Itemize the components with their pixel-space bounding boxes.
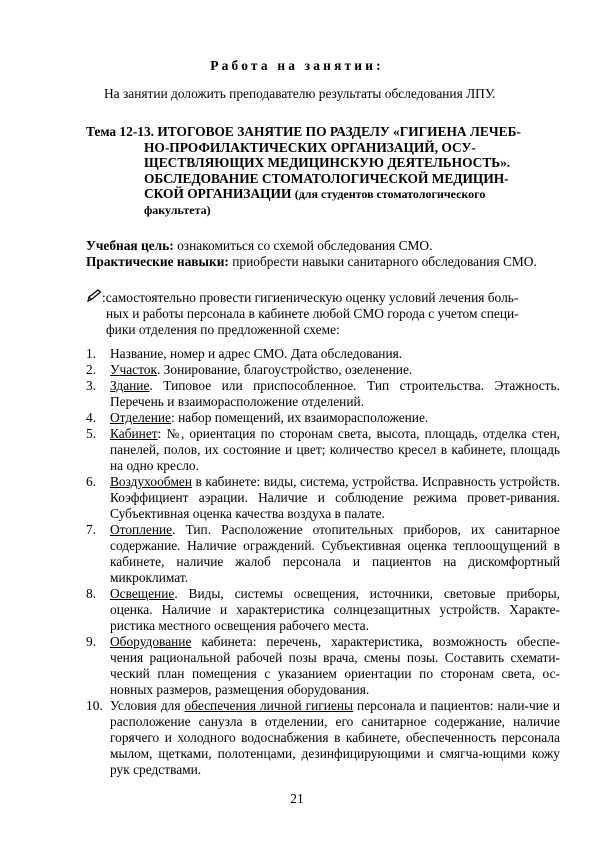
list-item: 6. Воздухообмен в кабинете: виды, система, устройства. Исправность устройств. Коэффициент аэрации. Наличие и соблюдение режима провет-ривания. Субъективная оценка качества воздуха в палате. — [86, 474, 560, 521]
item-number: 2. — [86, 362, 97, 377]
list-item: 3. Здание. Типовое или приспособленное. Тип строительства. Этажность. Перечень и взаиморасположение отделений. — [86, 378, 560, 409]
survey-scheme-list — [86, 346, 560, 778]
item-number: 6. — [86, 474, 97, 489]
list-item: 1. Название, номер и адрес СМО. Дата обследования. — [86, 346, 403, 361]
item-number: 7. — [86, 522, 97, 537]
practical-skills-label: Практические навыки: — [86, 254, 229, 269]
practical-skills-text: приобрести навыки санитарного обследования СМО. — [232, 254, 537, 269]
topic-line-2: НО-ПРОФИЛАКТИЧЕСКИХ ОРГАНИЗАЦИЙ, ОСУ- — [144, 139, 476, 155]
list-item: 8. Освещение. Виды, системы освещения, источники, световые приборы, оценка. Наличие и характеристика солнцезащитных устройств. Характе-ристика местного освещения рабочего места. — [86, 586, 560, 633]
learning-goal-label: Учебная цель: — [86, 238, 174, 253]
item-number: 1. — [86, 346, 97, 361]
section-heading: Работа на занятии: — [210, 58, 384, 73]
topic-line-1: Тема 12-13. ИТОГОВОЕ ЗАНЯТИЕ ПО РАЗДЕЛУ «ГИГИЕНА ЛЕЧЕБ- — [86, 124, 521, 139]
page-number: 21 — [290, 791, 304, 806]
item-number: 8. — [86, 586, 97, 601]
topic-line-5: СКОЙ ОРГАНИЗАЦИИ (для студентов стоматологического — [144, 186, 486, 202]
item-number: 9. — [86, 634, 97, 649]
task-line-3: фики отделения по предложенной схеме: — [106, 322, 340, 337]
pencil-icon — [86, 289, 102, 303]
list-item: 4. Отделение: набор помещений, их взаиморасположение. — [86, 410, 429, 425]
topic-line-3: ЩЕСТВЛЯЮЩИХ МЕДИЦИНСКУЮ ДЕЯТЕЛЬНОСТЬ». — [144, 155, 511, 171]
task-paragraph — [86, 289, 560, 338]
topic-heading — [86, 124, 560, 219]
learning-goal-text: ознакомиться со схемой обследования СМО. — [177, 238, 433, 253]
topic-line-4: ОБСЛЕДОВАНИЕ СТОМАТОЛОГИЧЕСКОЙ МЕДИЦИН- — [144, 170, 509, 186]
item-number: 3. — [86, 378, 97, 393]
practical-skills — [86, 254, 560, 270]
intro-paragraph: На занятии доложить преподавателю результаты обследования ЛПУ. — [104, 86, 496, 101]
item-number: 4. — [86, 410, 97, 425]
item-number: 5. — [86, 426, 97, 441]
topic-label: Тема 12-13. — [86, 124, 155, 139]
topic-line-6: факультета) — [144, 202, 211, 217]
item-number: 10. — [86, 698, 103, 713]
task-line-1: :самостоятельно провести гигиеническую оценку условий лечения боль- — [86, 290, 518, 305]
list-item: 2. Участок. Зонирование, благоустройство, озеленение. — [86, 362, 413, 377]
learning-goal — [86, 238, 560, 254]
task-line-2: ных и работы персонала в кабинете любой СМО города с учетом специ- — [106, 306, 519, 321]
list-item: 9. Оборудование кабинета: перечень, характеристика, возможность обеспе-чения рациональной рабочей позы врача, смены позы. Составить схемати-ческий план помещения с указанием ориентации по сторонам света, ос-новных размеров, размещения оборудования. — [86, 634, 560, 697]
list-item: 10. Условия для обеспечения личной гигиены персонала и пациентов: нали-чие и расположение санузла в отделении, его санитарное содержание, наличие горячего и холодного водоснабжения в кабинете, обеспеченность персонала мылом, щетками, полотенцами, дезинфицирующими и смягча-ющими кожу рук средствами. — [86, 698, 560, 777]
list-item: 5. Кабинет: №, ориентация по сторонам света, высота, площадь, отделка стен, панелей, полов, их состояние и цвет; количество кресел в кабинете, площадь на одно кресло. — [86, 426, 560, 473]
list-item: 7. Отопление. Тип. Расположение отопительных приборов, их санитарное содержание. Наличие ограждений. Субъективная оценка теплоощущений в кабинете, наличие жалоб персонала и пациентов на дискомфортный микроклимат. — [86, 522, 560, 585]
